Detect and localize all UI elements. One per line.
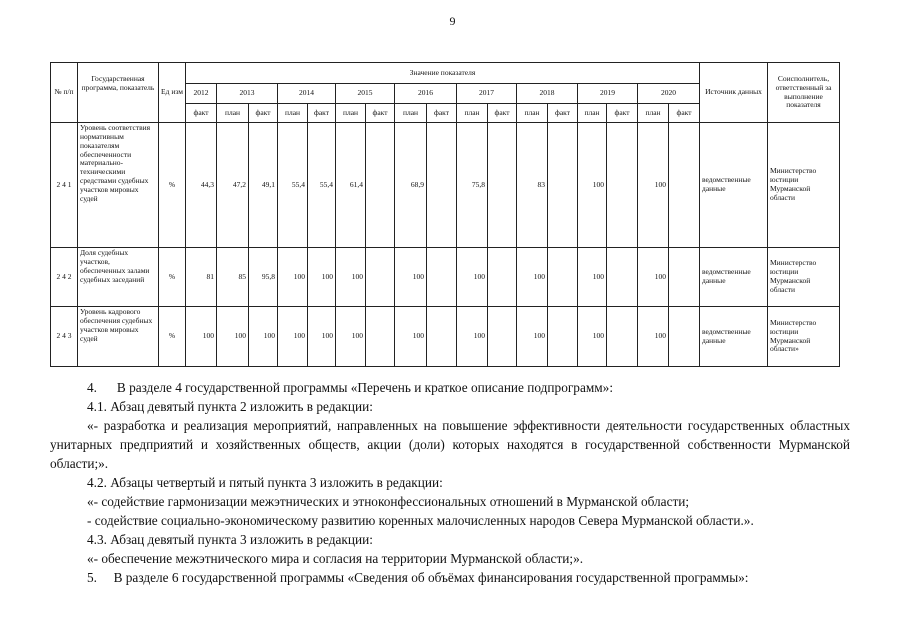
year-header: 2015 bbox=[336, 84, 395, 104]
year-header: 2012 bbox=[186, 84, 217, 104]
paragraph: «- обеспечение межэтнического мира и согласия на территории Мурманской области;». bbox=[87, 551, 584, 566]
indicator-name: Доля судебных участков, обеспеченных залами судебных заседаний bbox=[78, 248, 159, 307]
value-cell bbox=[488, 123, 517, 248]
value-cell: 100 bbox=[308, 307, 336, 367]
value-cell: 81 bbox=[186, 248, 217, 307]
fact-header: факт bbox=[427, 104, 457, 123]
value-cell: 100 bbox=[457, 307, 488, 367]
value-cell: 100 bbox=[578, 123, 607, 248]
plan-header: план bbox=[336, 104, 366, 123]
year-header: 2018 bbox=[517, 84, 578, 104]
source-cell: ведомственные данные bbox=[700, 123, 768, 248]
header-executor: Соисполнитель, ответственный за выполнение показателя bbox=[768, 63, 840, 123]
value-cell bbox=[548, 123, 578, 248]
plan-header: план bbox=[457, 104, 488, 123]
fact-header: факт bbox=[186, 104, 217, 123]
value-cell bbox=[488, 248, 517, 307]
table-row bbox=[51, 307, 840, 367]
value-cell: 47,2 bbox=[217, 123, 249, 248]
value-cell: 100 bbox=[336, 248, 366, 307]
value-cell: 85 bbox=[217, 248, 249, 307]
year-header: 2019 bbox=[578, 84, 638, 104]
value-cell: 100 bbox=[278, 248, 308, 307]
fact-header: факт bbox=[669, 104, 700, 123]
unit-cell: % bbox=[159, 123, 186, 248]
indicators-table bbox=[50, 62, 840, 367]
value-cell bbox=[427, 123, 457, 248]
fact-header: факт bbox=[548, 104, 578, 123]
source-cell: ведомственные данные bbox=[700, 248, 768, 307]
unit-cell: % bbox=[159, 307, 186, 367]
fact-header: факт bbox=[488, 104, 517, 123]
table-row bbox=[51, 248, 840, 307]
page-number: 9 bbox=[449, 14, 456, 28]
executor-cell: Министерство юстиции Мурманской области bbox=[768, 123, 840, 248]
header-unit: Ед изм bbox=[159, 63, 186, 123]
unit-cell: % bbox=[159, 248, 186, 307]
value-cell bbox=[607, 248, 638, 307]
value-cell: 100 bbox=[395, 307, 427, 367]
body-text bbox=[50, 378, 850, 587]
year-header: 2017 bbox=[457, 84, 517, 104]
value-cell: 100 bbox=[395, 248, 427, 307]
value-cell: 44,3 bbox=[186, 123, 217, 248]
fact-header: факт bbox=[308, 104, 336, 123]
paragraph: «- содействие гармонизации межэтнических и этноконфессиональных отношений в Мурманской области; bbox=[87, 494, 690, 509]
value-cell bbox=[427, 307, 457, 367]
value-cell: 100 bbox=[308, 248, 336, 307]
plan-header: план bbox=[278, 104, 308, 123]
table-row bbox=[51, 123, 840, 248]
row-number: 2 4 3 bbox=[51, 307, 78, 367]
value-cell: 49,1 bbox=[249, 123, 278, 248]
value-cell: 55,4 bbox=[308, 123, 336, 248]
executor-cell: Министерство юстиции Мурманской области bbox=[768, 248, 840, 307]
year-header: 2020 bbox=[638, 84, 700, 104]
source-cell: ведомственные данные bbox=[700, 307, 768, 367]
value-cell: 68,9 bbox=[395, 123, 427, 248]
paragraph: 4.2. Абзацы четвертый и пятый пункта 3 изложить в редакции: bbox=[87, 475, 443, 490]
indicator-name: Уровень кадрового обеспечения судебных участков мировых судей bbox=[78, 307, 159, 367]
fact-header: факт bbox=[607, 104, 638, 123]
paragraph: 5. В разделе 6 государственной программы «Сведения об объёмах финансирования государственной программы»: bbox=[87, 570, 749, 585]
header-values: Значение показателя bbox=[186, 63, 700, 84]
value-cell: 100 bbox=[638, 248, 669, 307]
plan-header: план bbox=[395, 104, 427, 123]
year-header: 2013 bbox=[217, 84, 278, 104]
value-cell bbox=[488, 307, 517, 367]
value-cell bbox=[366, 307, 395, 367]
value-cell bbox=[548, 307, 578, 367]
value-cell: 100 bbox=[517, 248, 548, 307]
value-cell: 100 bbox=[638, 123, 669, 248]
plan-header: план bbox=[638, 104, 669, 123]
paragraph: 4.3. Абзац девятый пункта 3 изложить в редакции: bbox=[87, 532, 373, 547]
value-cell: 100 bbox=[578, 307, 607, 367]
header-sources: Источник данных bbox=[700, 63, 768, 123]
plan-header: план bbox=[517, 104, 548, 123]
value-cell bbox=[366, 123, 395, 248]
value-cell: 100 bbox=[638, 307, 669, 367]
paragraph: 4. В разделе 4 государственной программы «Перечень и краткое описание подпрограмм»: bbox=[87, 380, 614, 395]
value-cell bbox=[548, 248, 578, 307]
value-cell bbox=[669, 123, 700, 248]
value-cell: 100 bbox=[578, 248, 607, 307]
fact-header: факт bbox=[366, 104, 395, 123]
row-number: 2 4 2 bbox=[51, 248, 78, 307]
value-cell: 61,4 bbox=[336, 123, 366, 248]
fact-header: факт bbox=[249, 104, 278, 123]
value-cell: 100 bbox=[186, 307, 217, 367]
value-cell: 100 bbox=[457, 248, 488, 307]
value-cell: 75,8 bbox=[457, 123, 488, 248]
value-cell bbox=[669, 248, 700, 307]
paragraph: 4.1. Абзац девятый пункта 2 изложить в редакции: bbox=[87, 399, 373, 414]
value-cell bbox=[427, 248, 457, 307]
paragraph: - содействие социально-экономическому развитию коренных малочисленных народов Севера Мурманской области.». bbox=[87, 513, 754, 528]
indicator-name: Уровень соответствия нормативным показателям обеспеченности материально-техническими средствами судебных участков мировых судей bbox=[78, 123, 159, 248]
executor-cell: Министерство юстиции Мурманской области» bbox=[768, 307, 840, 367]
value-cell: 100 bbox=[517, 307, 548, 367]
value-cell: 100 bbox=[336, 307, 366, 367]
plan-header: план bbox=[217, 104, 249, 123]
row-number: 2 4 1 bbox=[51, 123, 78, 248]
year-header: 2014 bbox=[278, 84, 336, 104]
value-cell bbox=[366, 248, 395, 307]
paragraph: «- разработка и реализация мероприятий, направленных на повышение эффективности деятельности государственных областных унитарных предприятий и хозяйственных обществ, акции (доли) которых находятся в государственной собственности Мурманской области;». bbox=[50, 418, 850, 471]
value-cell: 95,8 bbox=[249, 248, 278, 307]
value-cell bbox=[669, 307, 700, 367]
plan-header: план bbox=[578, 104, 607, 123]
value-cell: 100 bbox=[217, 307, 249, 367]
header-program: Государственная программа, показатель bbox=[78, 63, 159, 123]
header-number: № п/п bbox=[51, 63, 78, 123]
year-header: 2016 bbox=[395, 84, 457, 104]
value-cell bbox=[607, 307, 638, 367]
value-cell: 83 bbox=[517, 123, 548, 248]
value-cell bbox=[607, 123, 638, 248]
value-cell: 100 bbox=[278, 307, 308, 367]
value-cell: 55,4 bbox=[278, 123, 308, 248]
value-cell: 100 bbox=[249, 307, 278, 367]
